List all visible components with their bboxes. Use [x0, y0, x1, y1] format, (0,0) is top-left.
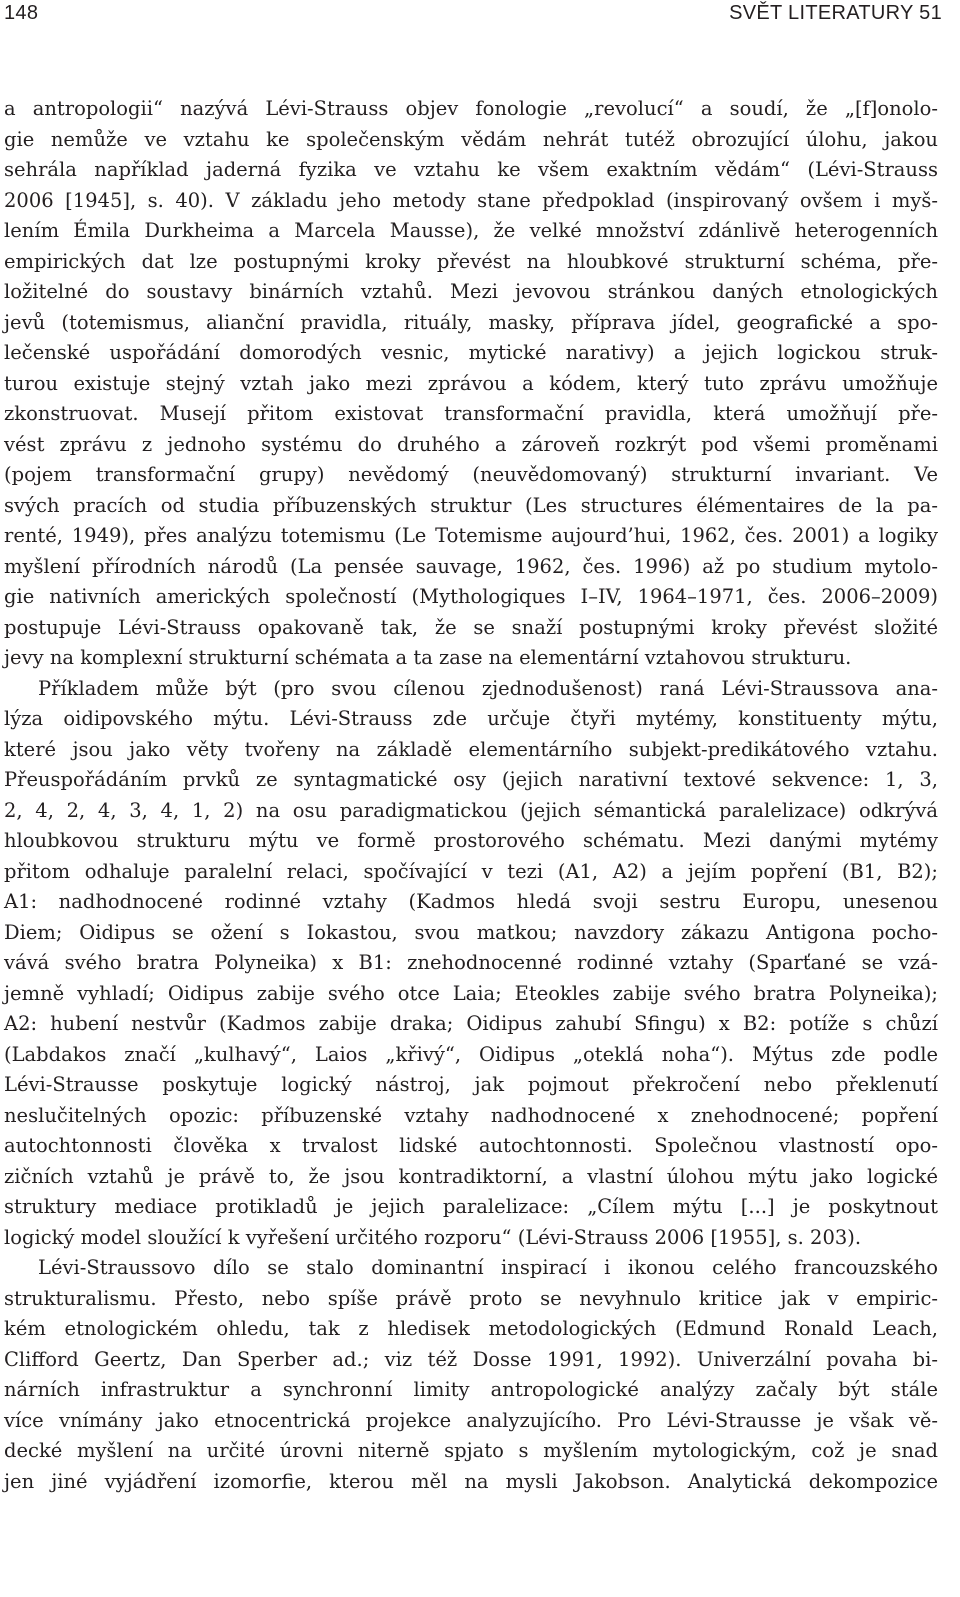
- text-line: A1: nadhodnocené rodinné vztahy (Kadmos hledá svoji sestru Europu, unesenou: [4, 890, 938, 913]
- text-line: (pojem transformační grupy) nevědomý (neuvědomovaný) strukturní invariant. Ve: [4, 463, 938, 486]
- text-line: Přeuspořádáním prvků ze syntagmatické osy (jejich narativní textové sekvence: 1, 3,: [4, 768, 938, 791]
- text-line: Clifford Geertz, Dan Sperber ad.; viz též Dosse 1991, 1992). Univerzální povaha bi-: [4, 1347, 938, 1371]
- text-line: svých pracích od studia příbuzenských struktur (Les structures élémentaires de la pa-: [4, 493, 938, 517]
- text-line: logický model sloužící k vyřešení určitého rozporu“ (Lévi-Strauss 2006 [1955], s. 203).: [4, 1225, 862, 1249]
- text-line: 2006 [1945], s. 40). V základu jeho metody stane předpoklad (inspirovaný ovšem i myš-: [4, 188, 938, 212]
- text-line: gie nemůže ve vztahu ke společenským vědám nehrát tutéž obrozující úlohu, jakou: [4, 127, 938, 151]
- text-line: postupuje Lévi-Strauss opakovaně tak, že se snaží postupnými kroky převést složité: [4, 615, 938, 639]
- text-line: přitom odhaluje paralelní relaci, spočívající v tezi (A1, A2) a jejím popření (B1, B2);: [4, 859, 938, 883]
- body-text: [4, 94, 938, 1497]
- text-line: jen jiné vyjádření izomorfie, kterou měl na mysli Jakobson. Analytická dekompozice: [4, 1469, 938, 1493]
- text-line: sehrála například jaderná fyzika ve vztahu ke všem exaktním vědám“ (Lévi-Strauss: [4, 158, 938, 181]
- text-line: hloubkovou strukturu mýtu ve formě prostorového schématu. Mezi danými mytémy: [4, 829, 938, 852]
- text-line: jevy na komplexní strukturní schémata a ta zase na elementární vztahovou strukturu.: [4, 646, 852, 669]
- text-line: Příkladem může být (pro svou cílenou zjednodušenost) raná Lévi-Straussova ana-: [38, 676, 938, 700]
- text-line: zkonstruovat. Musejí přitom existovat transformační pravidla, která umožňují pře-: [4, 402, 938, 425]
- text-line: jemně vyhladí; Oidipus zabije svého otce Laia; Eteokles zabije svého bratra Polyneika);: [4, 981, 938, 1005]
- text-line: turou existuje stejný vztah jako mezi zprávou a kódem, který tuto zprávu umožňuje: [4, 371, 938, 395]
- text-line: Lévi-Strausse poskytuje logický nástroj, jak pojmout překročení nebo překlenutí: [4, 1073, 938, 1096]
- text-line: myšlení přírodních národů (La pensée sauvage, 1962, čes. 1996) až po studium mytolo-: [4, 554, 938, 578]
- text-line: Lévi-Straussovo dílo se stalo dominantní inspirací i ikonou celého francouzského: [38, 1256, 938, 1279]
- text-line: kém etnologickém ohledu, tak z hledisek metodologických (Edmund Ronald Leach,: [4, 1317, 938, 1340]
- text-line: autochtonnosti člověka x trvalost lidské autochtonnosti. Společnou vlastností opo-: [4, 1134, 938, 1157]
- text-line: lečenské uspořádání domorodých vesnic, mytické narativy) a jejich logickou struk-: [4, 341, 938, 364]
- text-line: ložitelné do soustavy binárních vztahů. Mezi jevovou stránkou daných etnologických: [4, 280, 938, 303]
- text-line: více vnímány jako etnocentrická projekce analyzujícího. Pro Lévi-Strausse je však vě-: [4, 1408, 938, 1432]
- text-line: vává svého bratra Polyneika) x B1: znehodnocenné rodinné vztahy (Sparťané se vzá-: [4, 951, 938, 974]
- text-line: lýza oidipovského mýtu. Lévi-Strauss zde určuje čtyři mytémy, konstituenty mýtu,: [4, 707, 938, 730]
- text-line: Diem; Oidipus se ožení s Iokastou, svou matkou; navzdory zákazu Antigona pocho-: [4, 920, 938, 944]
- running-header: [0, 2, 960, 30]
- text-line: empirických dat lze postupnými kroky převést na hloubkové strukturní schéma, pře-: [4, 249, 938, 273]
- text-line: vést zprávu z jednoho systému do druhého a zároveň rozkrýt pod všemi proměnami: [4, 432, 938, 456]
- text-line: a antropologii“ nazývá Lévi-Strauss objev fonologie „revolucí“ a soudí, že „[f]onolo-: [4, 97, 938, 120]
- text-line: 2, 4, 2, 4, 3, 4, 1, 2) na osu paradigmatickou (jejich sémantická paralelizace) odkrývá: [4, 798, 938, 822]
- journal-title: SVĚT LITERATURY 51: [729, 2, 942, 24]
- text-line: strukturalismu. Přesto, nebo spíše právě proto se nevyhnulo kritice jak v empiric-: [4, 1286, 938, 1310]
- text-line: gie nativních amerických společností (Mythologiques I–IV, 1964–1971, čes. 2006–2009): [4, 585, 938, 608]
- text-line: struktury mediace protikladů je jejich paralelizace: „Cílem mýtu [...] je poskytnout: [4, 1195, 938, 1218]
- text-line: (Labdakos značí „kulhavý“, Laios „křivý“, Oidipus „oteklá noha“). Mýtus zde podle: [4, 1042, 938, 1066]
- text-line: zičních vztahů je právě to, že jsou kontradiktorní, a vlastní úlohou mýtu jako logické: [4, 1164, 938, 1188]
- text-line: decké myšlení na určité úrovni niterně spjato s myšlením mytologickým, což je snad: [4, 1439, 938, 1462]
- text-line: jevů (totemismus, alianční pravidla, rituály, masky, příprava jídel, geografické a spo-: [4, 310, 938, 334]
- text-line: nárních infrastruktur a synchronní limity antropologické analýzy začaly být stále: [4, 1378, 938, 1401]
- text-line: neslučitelných opozic: příbuzenské vztahy nadhodnocené x znehodnocené; popření: [4, 1103, 938, 1127]
- text-line: lením Émila Durkheima a Marcela Mausse), že velké množství zdánlivě heterogenních: [4, 219, 938, 242]
- text-line: A2: hubení nestvůr (Kadmos zabije draka; Oidipus zahubí Sfingu) x B2: potíže s chůzí: [4, 1012, 938, 1035]
- text-line: renté, 1949), přes analýzu totemismu (Le Totemisme aujourd’hui, 1962, čes. 2001) a logiky: [4, 524, 938, 547]
- page-number: 148: [4, 2, 39, 24]
- text-line: které jsou jako věty tvořeny na základě elementárního subjekt-predikátového vztahu.: [4, 737, 938, 761]
